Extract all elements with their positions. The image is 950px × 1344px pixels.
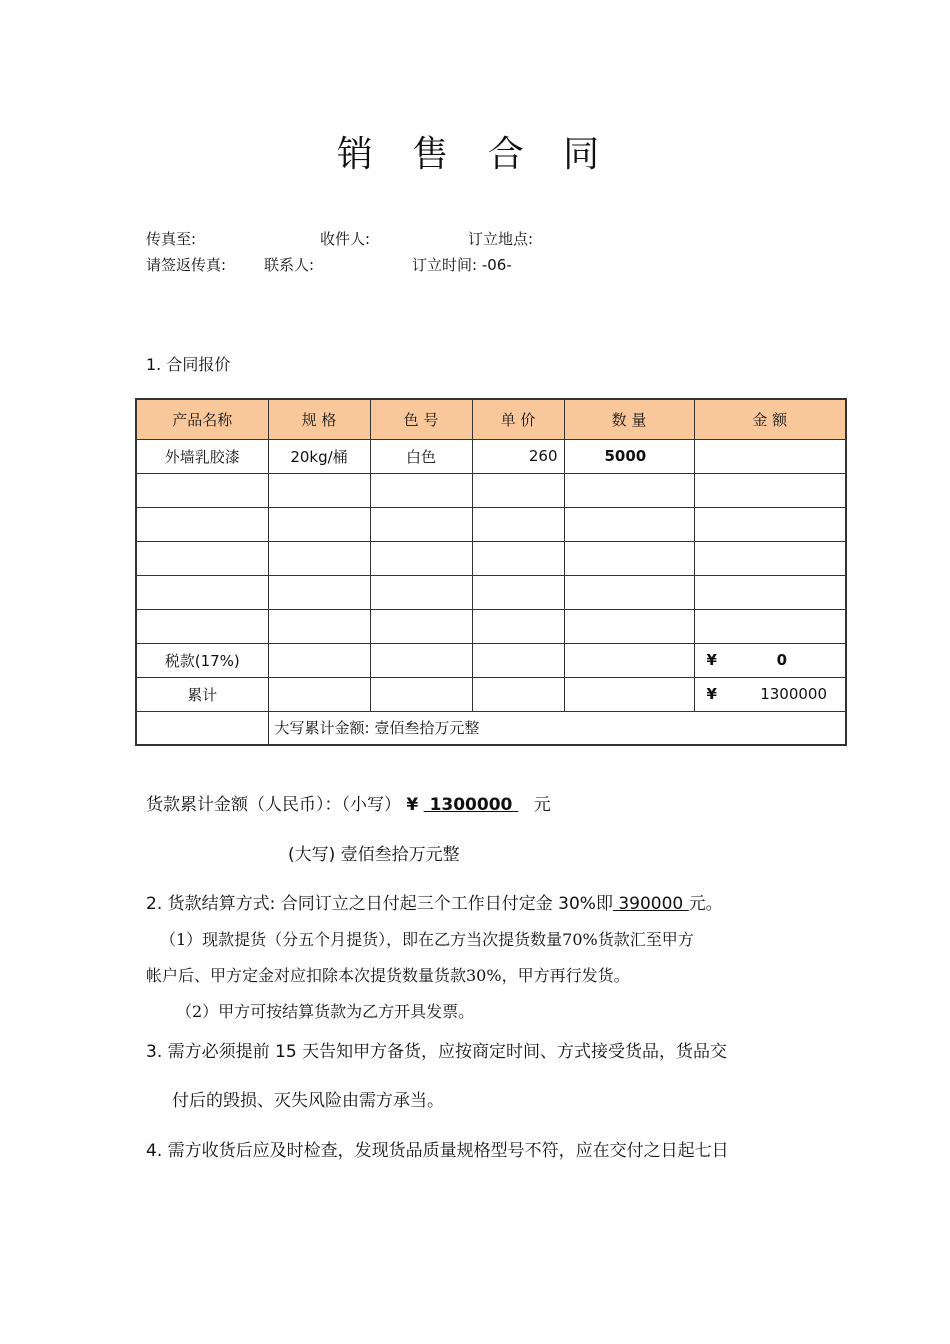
- total-amount-cell: [694, 677, 846, 711]
- signing-time-value: -06-: [481, 256, 512, 274]
- caps-amount-text: 大写累计金额: 壹佰叁拾万元整: [268, 711, 846, 745]
- header-amount: 金 额: [694, 399, 846, 439]
- clause-4-line-1: 4. 需方收货后应及时检查，发现货品质量规格型号不符，应在交付之日起七日: [146, 1141, 729, 1161]
- tax-amount-cell: [694, 643, 846, 677]
- caps-row: [136, 711, 846, 745]
- payment-caps-line: (大写) 壹佰叁拾万元整: [288, 845, 460, 865]
- payment-small-amount: 1300000: [423, 795, 519, 815]
- table-row-empty: [136, 609, 846, 643]
- clause-2-text: 2. 货款结算方式: 合同订立之日付起三个工作日付定金 30%即: [146, 894, 613, 914]
- table-row-empty: [136, 575, 846, 609]
- total-value: 1300000: [760, 685, 827, 703]
- total-label: 累计: [136, 677, 268, 711]
- total-yen-symbol: ¥: [706, 685, 717, 703]
- table-row-empty: [136, 473, 846, 507]
- table-row: [136, 439, 846, 473]
- payment-total-line: [146, 790, 551, 815]
- payment-unit: 元: [533, 795, 551, 815]
- quote-table: [135, 398, 847, 746]
- header-product-name: 产品名称: [136, 399, 268, 439]
- payment-yen-symbol: ¥: [406, 795, 419, 815]
- clause-3-line-2: 付后的毁损、灭失风险由需方承当。: [172, 1091, 444, 1111]
- cell-color: 白色: [370, 439, 472, 473]
- header-spec: 规 格: [268, 399, 370, 439]
- clause-2-item-2: （2）甲方可按结算货款为乙方开具发票。: [176, 1002, 475, 1021]
- recipient-label: 收件人:: [320, 230, 371, 248]
- tax-label: 税款(17%): [136, 643, 268, 677]
- tax-row: [136, 643, 846, 677]
- header-color: 色 号: [370, 399, 472, 439]
- tax-yen-symbol: ¥: [706, 651, 717, 669]
- header-unit-price: 单 价: [472, 399, 564, 439]
- cell-spec: 20kg/桶: [268, 439, 370, 473]
- header-quantity: 数 量: [564, 399, 694, 439]
- contact-label: 联系人:: [264, 256, 315, 274]
- cell-amount: [694, 439, 846, 473]
- cell-unit-price: 260: [472, 439, 564, 473]
- clause-2-heading: [146, 889, 723, 914]
- table-row-empty: [136, 541, 846, 575]
- fax-to-label: 传真至:: [146, 230, 197, 248]
- return-fax-label: 请签返传真:: [146, 256, 227, 274]
- cell-product-name: 外墙乳胶漆: [136, 439, 268, 473]
- clause-2-item-1b: 帐户后、甲方定金对应扣除本次提货数量货款30%，甲方再行发货。: [146, 966, 630, 985]
- section-quote-heading: 1. 合同报价: [146, 355, 231, 374]
- tax-value: 0: [776, 651, 787, 669]
- total-row: [136, 677, 846, 711]
- clause-3-line-1: 3. 需方必须提前 15 天告知甲方备货，应按商定时间、方式接受货品，货品交: [146, 1042, 728, 1062]
- clause-2-tail: 元。: [688, 894, 723, 914]
- signing-time: [412, 254, 512, 275]
- table-header-row: [136, 399, 846, 439]
- cell-quantity: 5000: [564, 439, 694, 473]
- clause-2-item-1a: （1）现款提货（分五个月提货），即在乙方当次提货数量70%货款汇至甲方: [160, 930, 694, 949]
- payment-total-label: 货款累计金额（人民币）：（小写）: [146, 795, 401, 815]
- deposit-amount: 390000: [612, 894, 689, 914]
- table-row-empty: [136, 507, 846, 541]
- place-label: 订立地点:: [468, 230, 534, 248]
- document-title: 销 售 合 同: [336, 134, 614, 175]
- signing-time-label: 订立时间:: [412, 256, 478, 274]
